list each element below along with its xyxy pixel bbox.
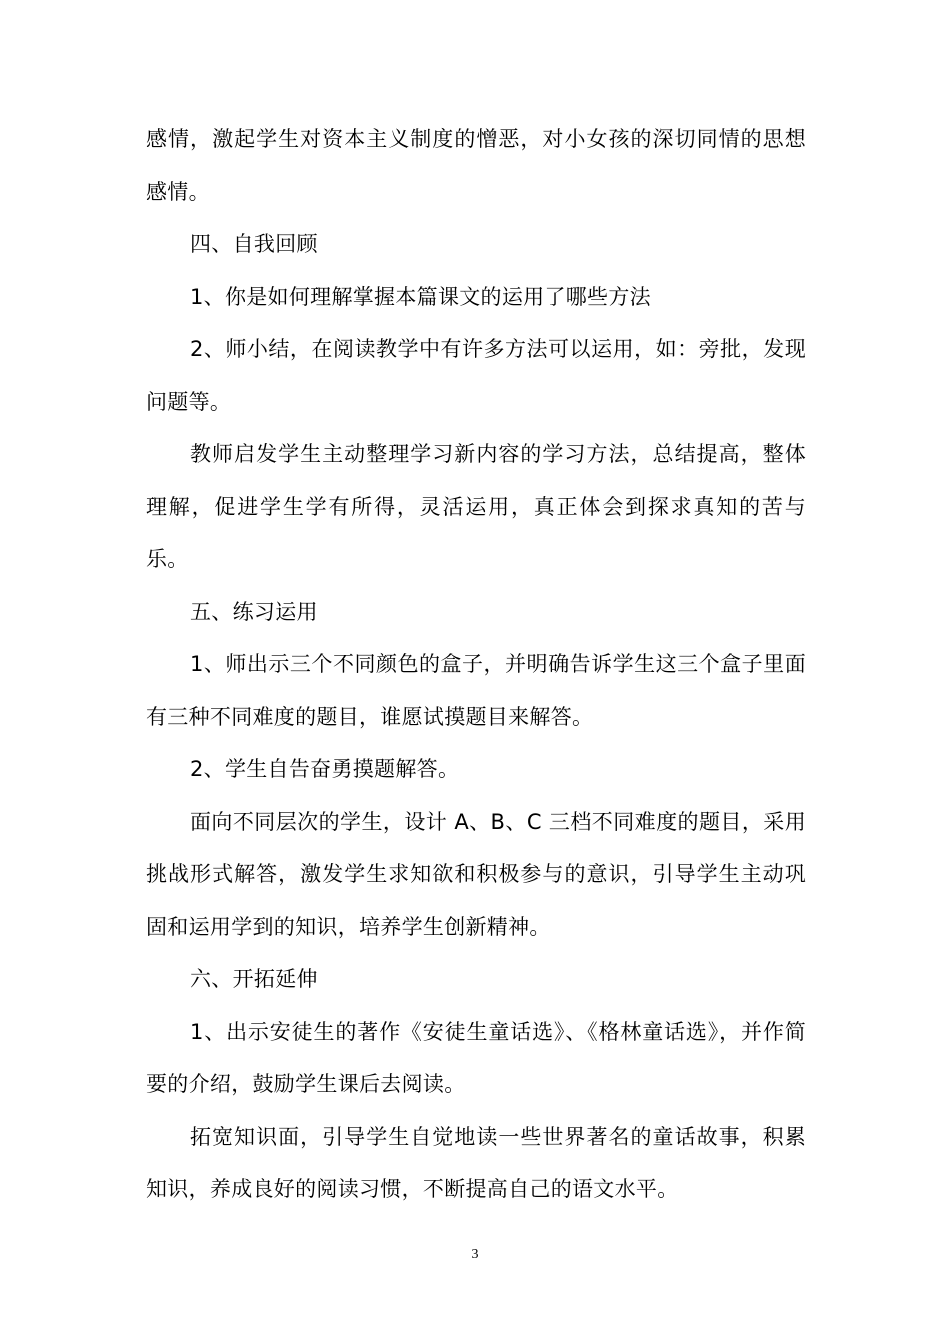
page-number: 3 bbox=[471, 1247, 479, 1262]
paragraph-11: 1、出示安徒生的著作《安徒生童话选》、《格林童话选》，并作简要的介绍，鼓励学生课后去阅读。 bbox=[146, 1019, 806, 1096]
paragraph-9: 面向不同层次的学生，设计 A、B、C 三档不同难度的题目，采用挑战形式解答，激发学生求知欲和积极参与的意识，引导学生主动巩固和运用学到的知识，培养学生创新精神。 bbox=[146, 809, 806, 939]
paragraph-3: 1、你是如何理解掌握本篇课文的运用了哪些方法 bbox=[190, 284, 651, 309]
section-heading-4: 四、自我回顾 bbox=[190, 232, 318, 256]
paragraph-8: 2、学生自告奋勇摸题解答。 bbox=[190, 757, 460, 781]
paragraph-4: 2、师小结，在阅读教学中有许多方法可以运用，如：旁批，发现问题等。 bbox=[146, 337, 806, 414]
section-heading-5: 五、练习运用 bbox=[190, 599, 318, 624]
paragraph-12: 拓宽知识面，引导学生自觉地读一些世界著名的童话故事，积累知识，养成良好的阅读习惯，不断提高自己的语文水平。 bbox=[146, 1124, 806, 1201]
paragraph-7: 1、师出示三个不同颜色的盒子，并明确告诉学生这三个盒子里面有三种不同难度的题目，谁愿试摸题目来解答。 bbox=[146, 652, 806, 729]
paragraph-5: 教师启发学生主动整理学习新内容的学习方法，总结提高，整体理解，促进学生学有所得，灵活运用，真正体会到探求真知的苦与乐。 bbox=[146, 442, 806, 571]
paragraph-1: 感情，激起学生对资本主义制度的憎恶，对小女孩的深切同情的思想感情。 bbox=[146, 127, 806, 204]
section-heading-6: 六、开拓延伸 bbox=[190, 967, 318, 991]
body-text bbox=[146, 113, 806, 1216]
